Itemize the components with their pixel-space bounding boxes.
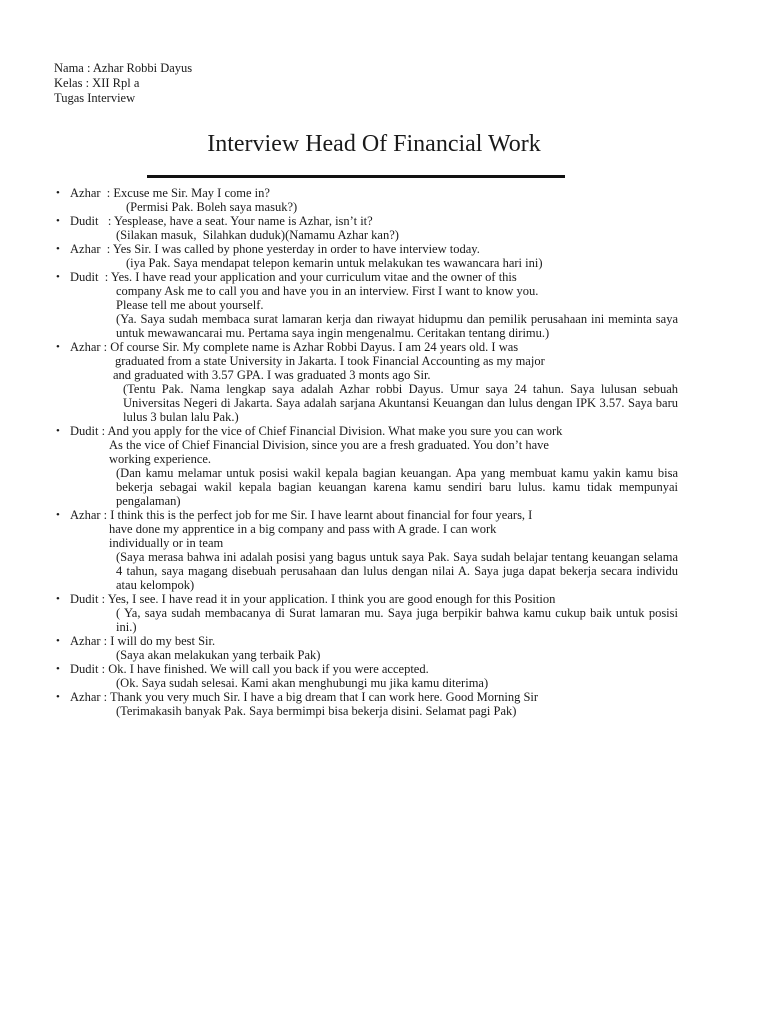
title-underline: [147, 175, 565, 178]
speaker-line: Azhar : I think this is the perfect job for me Sir. I have learnt about financial for four years, I: [70, 508, 533, 522]
bullet-icon: •: [56, 341, 60, 353]
dialogue-entry: [56, 270, 678, 340]
translation-line: (Silakan masuk, Silahkan duduk)(Namamu Azhar kan?): [116, 228, 399, 242]
dialogue-entry: [56, 340, 678, 424]
dialogue-entry: [56, 214, 678, 242]
continuation-line: individually or in team: [109, 536, 224, 550]
interview-dialogue: [56, 186, 678, 718]
translation-line: (Permisi Pak. Boleh saya masuk?): [126, 200, 298, 214]
speaker-line: Dudit : Yesplease, have a seat. Your name is Azhar, isn’t it?: [70, 214, 373, 228]
dialogue-entry: [56, 186, 678, 214]
translation-line: (Saya akan melakukan yang terbaik Pak): [116, 648, 321, 662]
speaker-line: Azhar : Thank you very much Sir. I have a big dream that I can work here. Good Morning Sir: [70, 690, 539, 704]
speaker-line: Azhar : Yes Sir. I was called by phone yesterday in order to have interview today.: [70, 242, 480, 256]
translation-paragraph: (Saya merasa bahwa ini adalah posisi yang bagus untuk saya Pak. Saya sudah belajar tentang keuangan selama 4 tahun, saya magang disebuah perusahaan dan lulus dengan nilai A. Saya juga dapat bekerja secara individu atau kelompok): [116, 550, 678, 592]
document-title: Interview Head Of Financial Work: [207, 131, 541, 157]
dialogue-entry: [56, 690, 678, 718]
bullet-icon: •: [56, 635, 60, 647]
student-class: Kelas : XII Rpl a: [54, 76, 140, 90]
speaker-line: Azhar : Of course Sir. My complete name is Azhar Robbi Dayus. I am 24 years old. I was: [70, 340, 519, 354]
student-name: Nama : Azhar Robbi Dayus: [54, 61, 193, 75]
continuation-line: graduated from a state University in Jakarta. I took Financial Accounting as my major: [115, 354, 545, 368]
student-info: [54, 61, 192, 106]
dialogue-entry: [56, 634, 678, 662]
translation-line: (Terimakasih banyak Pak. Saya bermimpi bisa bekerja disini. Selamat pagi Pak): [116, 704, 517, 718]
translation-line: (iya Pak. Saya mendapat telepon kemarin untuk melakukan tes wawancara hari ini): [126, 256, 543, 270]
dialogue-entry: [56, 592, 678, 634]
bullet-icon: •: [56, 663, 60, 675]
dialogue-entry: [56, 242, 678, 270]
bullet-icon: •: [56, 243, 60, 255]
bullet-icon: •: [56, 187, 60, 199]
translation-paragraph: ( Ya, saya sudah membacanya di Surat lamaran mu. Saya juga berpikir bahwa kamu cukup baik untuk posisi ini.): [116, 606, 678, 634]
speaker-line: Azhar : I will do my best Sir.: [70, 634, 216, 648]
continuation-line: Please tell me about yourself.: [116, 298, 264, 312]
continuation-line: have done my apprentice in a big company and pass with A grade. I can work: [109, 522, 497, 536]
speaker-line: Dudit : Yes, I see. I have read it in your application. I think you are good enough for this Position: [70, 592, 556, 606]
continuation-line: working experience.: [109, 452, 212, 466]
dialogue-entry: [56, 424, 678, 508]
speaker-line: Azhar : Excuse me Sir. May I come in?: [70, 186, 270, 200]
translation-paragraph: (Tentu Pak. Nama lengkap saya adalah Azhar robbi Dayus. Umur saya 24 tahun. Saya lulusan sebuah Universitas Negeri di Jakarta. Saya adalah sarjana Akuntansi Keuangan dan lulus dengan IPK 3.57. Saya baru lulus 3 bulan lalu Pak.): [123, 382, 678, 424]
assignment-label: Tugas Interview: [54, 91, 136, 105]
speaker-line: Dudit : And you apply for the vice of Chief Financial Division. What make you sure you can work: [70, 424, 563, 438]
continuation-line: and graduated with 3.57 GPA. I was graduated 3 monts ago Sir.: [113, 368, 431, 382]
bullet-icon: •: [56, 593, 60, 605]
bullet-icon: •: [56, 425, 60, 437]
continuation-line: company Ask me to call you and have you in an interview. First I want to know you.: [116, 284, 539, 298]
continuation-line: As the vice of Chief Financial Division, since you are a fresh graduated. You don’t have: [109, 438, 549, 452]
translation-line: (Ok. Saya sudah selesai. Kami akan menghubungi mu jika kamu diterima): [116, 676, 489, 690]
dialogue-entry: [56, 508, 678, 592]
bullet-icon: •: [56, 509, 60, 521]
translation-paragraph: (Ya. Saya sudah membaca surat lamaran kerja dan riwayat hidupmu dan pemilik perusahaan ini meminta saya untuk mewawancarai mu. Pertama saya ingin mengenalmu. Ceritakan tentang dirimu.): [116, 312, 678, 340]
translation-paragraph: (Dan kamu melamar untuk posisi wakil kepala bagian keuangan. Apa yang membuat kamu yakin kamu bisa bekerja sebagai wakil kepala bagian keuangan karena kamu sendiri baru lulus. kamu tidak mempunyai pengalaman): [116, 466, 678, 508]
bullet-icon: •: [56, 691, 60, 703]
bullet-icon: •: [56, 271, 60, 283]
bullet-icon: •: [56, 215, 60, 227]
dialogue-entry: [56, 662, 678, 690]
speaker-line: Dudit : Ok. I have finished. We will call you back if you were accepted.: [70, 662, 429, 676]
speaker-line: Dudit : Yes. I have read your application and your curriculum vitae and the owner of this: [70, 270, 517, 284]
